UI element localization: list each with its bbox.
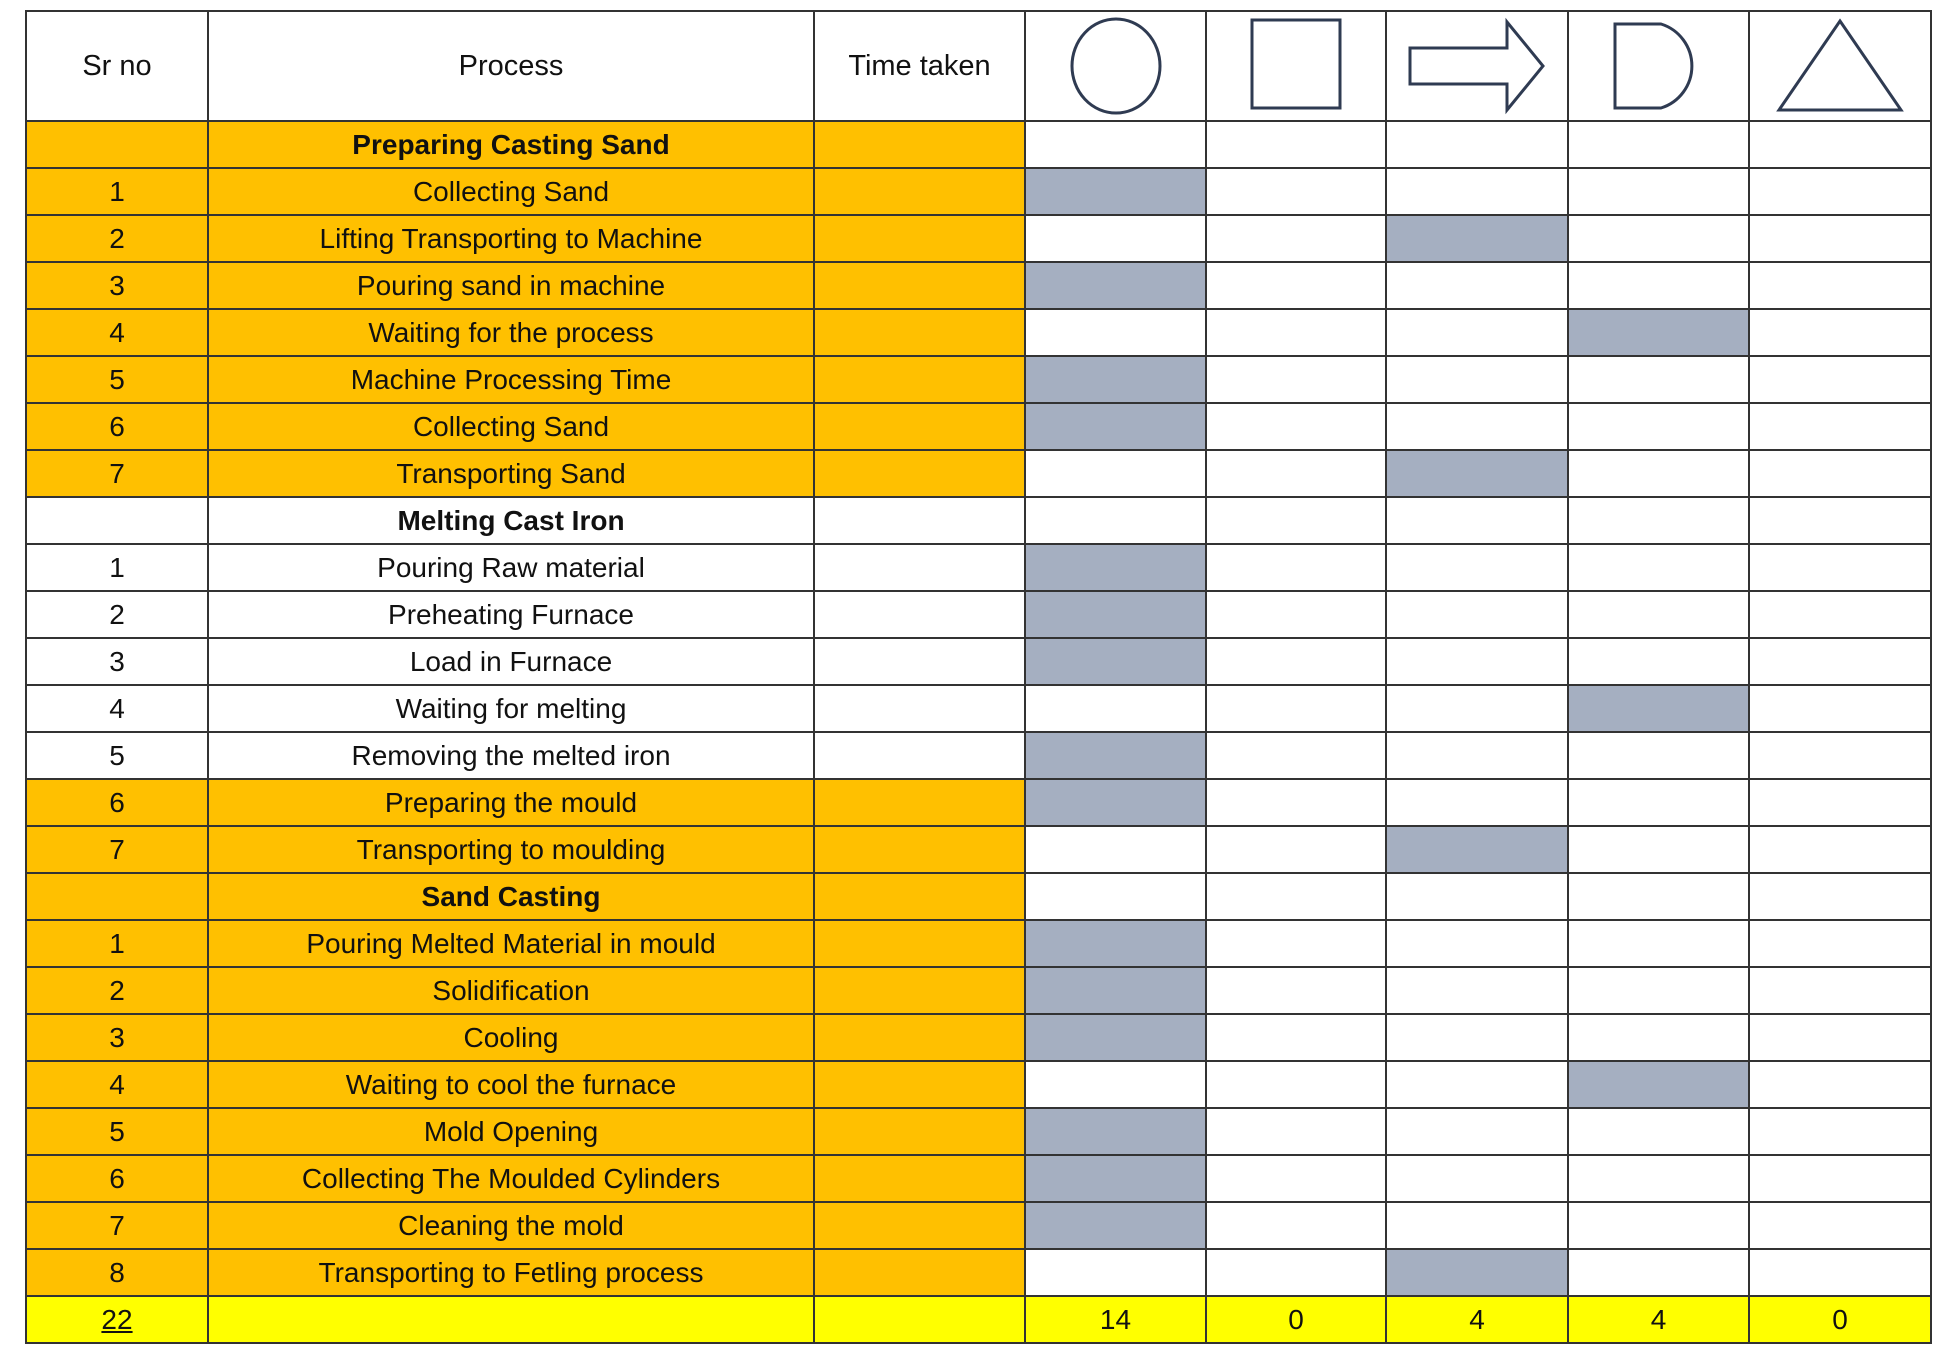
time-taken-cell xyxy=(814,920,1025,967)
time-taken-cell xyxy=(814,121,1025,168)
activity-mark-cell xyxy=(1025,591,1206,638)
symbol-cell xyxy=(1386,591,1568,638)
symbol-cell xyxy=(1749,262,1931,309)
symbol-cell xyxy=(1206,732,1386,779)
activity-mark-cell xyxy=(1025,1202,1206,1249)
symbol-cell xyxy=(1025,121,1206,168)
sr-no-cell: 6 xyxy=(26,403,208,450)
symbol-cell xyxy=(1386,544,1568,591)
sr-no-cell: 7 xyxy=(26,826,208,873)
symbol-cell xyxy=(1386,1014,1568,1061)
symbol-cell xyxy=(1206,1014,1386,1061)
symbol-cell xyxy=(1206,967,1386,1014)
activity-mark-cell xyxy=(1025,403,1206,450)
sr-no-cell: 4 xyxy=(26,685,208,732)
process-cell: Machine Processing Time xyxy=(208,356,814,403)
symbol-cell xyxy=(1749,591,1931,638)
symbol-cell xyxy=(1025,497,1206,544)
symbol-cell xyxy=(1749,450,1931,497)
header-transport xyxy=(1386,11,1568,121)
activity-mark-cell xyxy=(1025,732,1206,779)
symbol-cell xyxy=(1386,873,1568,920)
time-taken-cell xyxy=(814,638,1025,685)
section-title: Melting Cast Iron xyxy=(208,497,814,544)
table-row xyxy=(26,779,1931,826)
activity-mark-cell xyxy=(1025,262,1206,309)
activity-mark-cell xyxy=(1025,1014,1206,1061)
symbol-cell xyxy=(1749,1249,1931,1296)
process-cell: Cooling xyxy=(208,1014,814,1061)
header-storage xyxy=(1749,11,1931,121)
time-taken-cell xyxy=(814,967,1025,1014)
section-title: Preparing Casting Sand xyxy=(208,121,814,168)
symbol-cell xyxy=(1206,168,1386,215)
symbol-cell xyxy=(1749,1108,1931,1155)
table-row xyxy=(26,826,1931,873)
activity-mark-cell xyxy=(1025,638,1206,685)
total-steps: 22 xyxy=(26,1296,208,1343)
symbol-cell xyxy=(1749,497,1931,544)
sr-no-cell: 7 xyxy=(26,1202,208,1249)
activity-mark-cell xyxy=(1025,1155,1206,1202)
symbol-cell xyxy=(1568,121,1749,168)
symbol-cell xyxy=(1386,1202,1568,1249)
sr-no-cell: 8 xyxy=(26,1249,208,1296)
symbol-cell xyxy=(1749,1155,1931,1202)
table-row xyxy=(26,638,1931,685)
symbol-cell xyxy=(1206,497,1386,544)
process-cell: Pouring Raw material xyxy=(208,544,814,591)
header-operation xyxy=(1025,11,1206,121)
symbol-cell xyxy=(1386,168,1568,215)
process-cell: Load in Furnace xyxy=(208,638,814,685)
table-row xyxy=(26,967,1931,1014)
activity-mark-cell xyxy=(1025,920,1206,967)
time-taken-cell xyxy=(814,215,1025,262)
process-cell: Collecting The Moulded Cylinders xyxy=(208,1155,814,1202)
table-row xyxy=(26,591,1931,638)
time-taken-cell xyxy=(814,591,1025,638)
symbol-cell xyxy=(1568,403,1749,450)
total-process-cell xyxy=(208,1296,814,1343)
activity-mark-cell xyxy=(1025,168,1206,215)
process-cell: Preheating Furnace xyxy=(208,591,814,638)
symbol-cell xyxy=(1568,356,1749,403)
header-process: Process xyxy=(208,11,814,121)
symbol-cell xyxy=(1749,1014,1931,1061)
time-taken-cell xyxy=(814,497,1025,544)
time-taken-cell xyxy=(814,1202,1025,1249)
activity-mark-cell xyxy=(1386,1249,1568,1296)
table-row xyxy=(26,1061,1931,1108)
symbol-count: 0 xyxy=(1206,1296,1386,1343)
symbol-cell xyxy=(1025,873,1206,920)
symbol-cell xyxy=(1749,967,1931,1014)
time-taken-cell xyxy=(814,262,1025,309)
symbol-cell xyxy=(1568,262,1749,309)
symbol-cell xyxy=(1206,1108,1386,1155)
symbol-cell xyxy=(1749,920,1931,967)
section-row xyxy=(26,121,1931,168)
sr-no-cell: 3 xyxy=(26,638,208,685)
time-taken-cell xyxy=(814,1155,1025,1202)
table-row xyxy=(26,1155,1931,1202)
symbol-cell xyxy=(1025,826,1206,873)
symbol-cell xyxy=(1568,1249,1749,1296)
symbol-cell xyxy=(1386,1155,1568,1202)
activity-mark-cell xyxy=(1386,215,1568,262)
table-row xyxy=(26,403,1931,450)
time-taken-cell xyxy=(814,779,1025,826)
process-cell: Collecting Sand xyxy=(208,168,814,215)
symbol-cell xyxy=(1025,215,1206,262)
symbol-cell xyxy=(1025,1061,1206,1108)
symbol-cell xyxy=(1568,168,1749,215)
symbol-cell xyxy=(1749,168,1931,215)
symbol-cell xyxy=(1749,1202,1931,1249)
symbol-cell xyxy=(1386,779,1568,826)
table-row xyxy=(26,1014,1931,1061)
symbol-cell xyxy=(1749,309,1931,356)
table-row xyxy=(26,920,1931,967)
symbol-cell xyxy=(1386,121,1568,168)
table-row xyxy=(26,215,1931,262)
header-sr-no: Sr no xyxy=(26,11,208,121)
symbol-cell xyxy=(1749,121,1931,168)
symbol-cell xyxy=(1386,262,1568,309)
symbol-cell xyxy=(1206,215,1386,262)
sr-no-cell: 3 xyxy=(26,262,208,309)
table-row xyxy=(26,450,1931,497)
symbol-cell xyxy=(1386,920,1568,967)
symbol-cell xyxy=(1025,450,1206,497)
symbol-cell xyxy=(1206,638,1386,685)
sr-no-cell: 4 xyxy=(26,309,208,356)
process-cell: Preparing the mould xyxy=(208,779,814,826)
section-title: Sand Casting xyxy=(208,873,814,920)
process-cell: Cleaning the mold xyxy=(208,1202,814,1249)
time-taken-cell xyxy=(814,544,1025,591)
sr-no-cell: 2 xyxy=(26,215,208,262)
time-taken-cell xyxy=(814,1249,1025,1296)
symbol-cell xyxy=(1568,638,1749,685)
symbol-cell xyxy=(1206,685,1386,732)
sr-no-cell: 5 xyxy=(26,1108,208,1155)
table-row xyxy=(26,685,1931,732)
sr-no-cell: 6 xyxy=(26,779,208,826)
activity-mark-cell xyxy=(1568,685,1749,732)
storage-triangle-icon xyxy=(1775,16,1905,116)
symbol-cell xyxy=(1386,309,1568,356)
symbol-cell xyxy=(1206,544,1386,591)
symbol-cell xyxy=(1568,450,1749,497)
time-taken-cell xyxy=(814,309,1025,356)
table-row xyxy=(26,1249,1931,1296)
symbol-count: 4 xyxy=(1568,1296,1749,1343)
symbol-cell xyxy=(1206,450,1386,497)
sr-no-cell: 1 xyxy=(26,920,208,967)
activity-mark-cell xyxy=(1386,826,1568,873)
section-row xyxy=(26,497,1931,544)
process-cell: Mold Opening xyxy=(208,1108,814,1155)
sr-no-cell: 4 xyxy=(26,1061,208,1108)
total-time-cell xyxy=(814,1296,1025,1343)
symbol-cell xyxy=(1206,1155,1386,1202)
symbol-cell xyxy=(1568,1108,1749,1155)
time-taken-cell xyxy=(814,403,1025,450)
sr-no-cell: 2 xyxy=(26,591,208,638)
symbol-cell xyxy=(1568,215,1749,262)
sr-no-cell: 7 xyxy=(26,450,208,497)
header-row xyxy=(26,11,1931,121)
symbol-cell xyxy=(1749,215,1931,262)
table-row xyxy=(26,309,1931,356)
table-row xyxy=(26,732,1931,779)
process-cell: Waiting for melting xyxy=(208,685,814,732)
symbol-cell xyxy=(1206,779,1386,826)
symbol-cell xyxy=(1386,1108,1568,1155)
time-taken-cell xyxy=(814,1061,1025,1108)
process-cell: Lifting Transporting to Machine xyxy=(208,215,814,262)
activity-mark-cell xyxy=(1386,450,1568,497)
time-taken-cell xyxy=(814,826,1025,873)
symbol-cell xyxy=(1206,309,1386,356)
header-delay xyxy=(1568,11,1749,121)
transport-arrow-icon xyxy=(1407,16,1547,116)
symbol-cell xyxy=(1749,779,1931,826)
sr-no-cell: 1 xyxy=(26,168,208,215)
sr-no-cell: 3 xyxy=(26,1014,208,1061)
symbol-cell xyxy=(1025,1249,1206,1296)
table-row xyxy=(26,262,1931,309)
table-row xyxy=(26,356,1931,403)
time-taken-cell xyxy=(814,685,1025,732)
symbol-cell xyxy=(1206,591,1386,638)
process-cell: Transporting to moulding xyxy=(208,826,814,873)
process-cell: Waiting for the process xyxy=(208,309,814,356)
symbol-cell xyxy=(1749,356,1931,403)
symbol-cell xyxy=(1206,121,1386,168)
process-cell: Pouring Melted Material in mould xyxy=(208,920,814,967)
symbol-cell xyxy=(1206,1249,1386,1296)
sr-no-cell: 1 xyxy=(26,544,208,591)
symbol-cell xyxy=(1749,873,1931,920)
symbol-cell xyxy=(1206,1061,1386,1108)
symbol-cell xyxy=(1206,1202,1386,1249)
symbol-count: 14 xyxy=(1025,1296,1206,1343)
symbol-cell xyxy=(1206,262,1386,309)
symbol-cell xyxy=(1206,826,1386,873)
symbol-cell xyxy=(1386,356,1568,403)
process-cell: Pouring sand in machine xyxy=(208,262,814,309)
time-taken-cell xyxy=(814,450,1025,497)
symbol-cell xyxy=(1749,638,1931,685)
activity-mark-cell xyxy=(1025,967,1206,1014)
sr-no-cell: 6 xyxy=(26,1155,208,1202)
symbol-cell xyxy=(1749,732,1931,779)
section-row xyxy=(26,873,1931,920)
time-taken-cell xyxy=(814,356,1025,403)
table-row xyxy=(26,168,1931,215)
symbol-cell xyxy=(1568,497,1749,544)
symbol-cell xyxy=(1568,967,1749,1014)
activity-mark-cell xyxy=(1025,1108,1206,1155)
symbol-cell xyxy=(1568,1014,1749,1061)
symbol-cell xyxy=(1386,967,1568,1014)
time-taken-cell xyxy=(814,873,1025,920)
symbol-cell xyxy=(1386,497,1568,544)
symbol-cell xyxy=(1386,732,1568,779)
time-taken-cell xyxy=(814,732,1025,779)
symbol-cell xyxy=(1386,403,1568,450)
symbol-cell xyxy=(1568,873,1749,920)
sr-no-cell xyxy=(26,497,208,544)
process-flow-chart-table xyxy=(25,10,1932,1344)
header-time-taken: Time taken xyxy=(814,11,1025,121)
symbol-cell xyxy=(1568,732,1749,779)
time-taken-cell xyxy=(814,1108,1025,1155)
header-inspection xyxy=(1206,11,1386,121)
process-cell: Transporting Sand xyxy=(208,450,814,497)
process-cell: Waiting to cool the furnace xyxy=(208,1061,814,1108)
sr-no-cell: 5 xyxy=(26,732,208,779)
table-row xyxy=(26,544,1931,591)
symbol-count: 4 xyxy=(1386,1296,1568,1343)
sr-no-cell xyxy=(26,873,208,920)
symbol-cell xyxy=(1568,591,1749,638)
symbol-cell xyxy=(1568,920,1749,967)
inspection-square-icon xyxy=(1248,16,1344,116)
activity-mark-cell xyxy=(1025,779,1206,826)
symbol-cell xyxy=(1749,403,1931,450)
sr-no-cell xyxy=(26,121,208,168)
activity-mark-cell xyxy=(1568,1061,1749,1108)
symbol-count: 0 xyxy=(1749,1296,1931,1343)
operation-circle-icon xyxy=(1068,16,1164,116)
symbol-cell xyxy=(1206,920,1386,967)
symbol-cell xyxy=(1749,1061,1931,1108)
activity-mark-cell xyxy=(1025,544,1206,591)
process-cell: Collecting Sand xyxy=(208,403,814,450)
symbol-cell xyxy=(1749,826,1931,873)
time-taken-cell xyxy=(814,168,1025,215)
symbol-cell xyxy=(1568,1202,1749,1249)
activity-mark-cell xyxy=(1568,309,1749,356)
symbol-cell xyxy=(1206,873,1386,920)
symbol-cell xyxy=(1025,685,1206,732)
sr-no-cell: 5 xyxy=(26,356,208,403)
symbol-cell xyxy=(1749,544,1931,591)
symbol-cell xyxy=(1206,356,1386,403)
sr-no-cell: 2 xyxy=(26,967,208,1014)
symbol-cell xyxy=(1025,309,1206,356)
totals-row xyxy=(26,1296,1931,1343)
process-cell: Removing the melted iron xyxy=(208,732,814,779)
process-cell: Transporting to Fetling process xyxy=(208,1249,814,1296)
symbol-cell xyxy=(1386,1061,1568,1108)
symbol-cell xyxy=(1568,544,1749,591)
table-row xyxy=(26,1108,1931,1155)
symbol-cell xyxy=(1568,779,1749,826)
delay-d-icon xyxy=(1609,16,1709,116)
symbol-cell xyxy=(1568,826,1749,873)
symbol-cell xyxy=(1206,403,1386,450)
table-row xyxy=(26,1202,1931,1249)
symbol-cell xyxy=(1386,685,1568,732)
symbol-cell xyxy=(1386,638,1568,685)
activity-mark-cell xyxy=(1025,356,1206,403)
symbol-cell xyxy=(1568,1155,1749,1202)
symbol-cell xyxy=(1749,685,1931,732)
process-cell: Solidification xyxy=(208,967,814,1014)
time-taken-cell xyxy=(814,1014,1025,1061)
